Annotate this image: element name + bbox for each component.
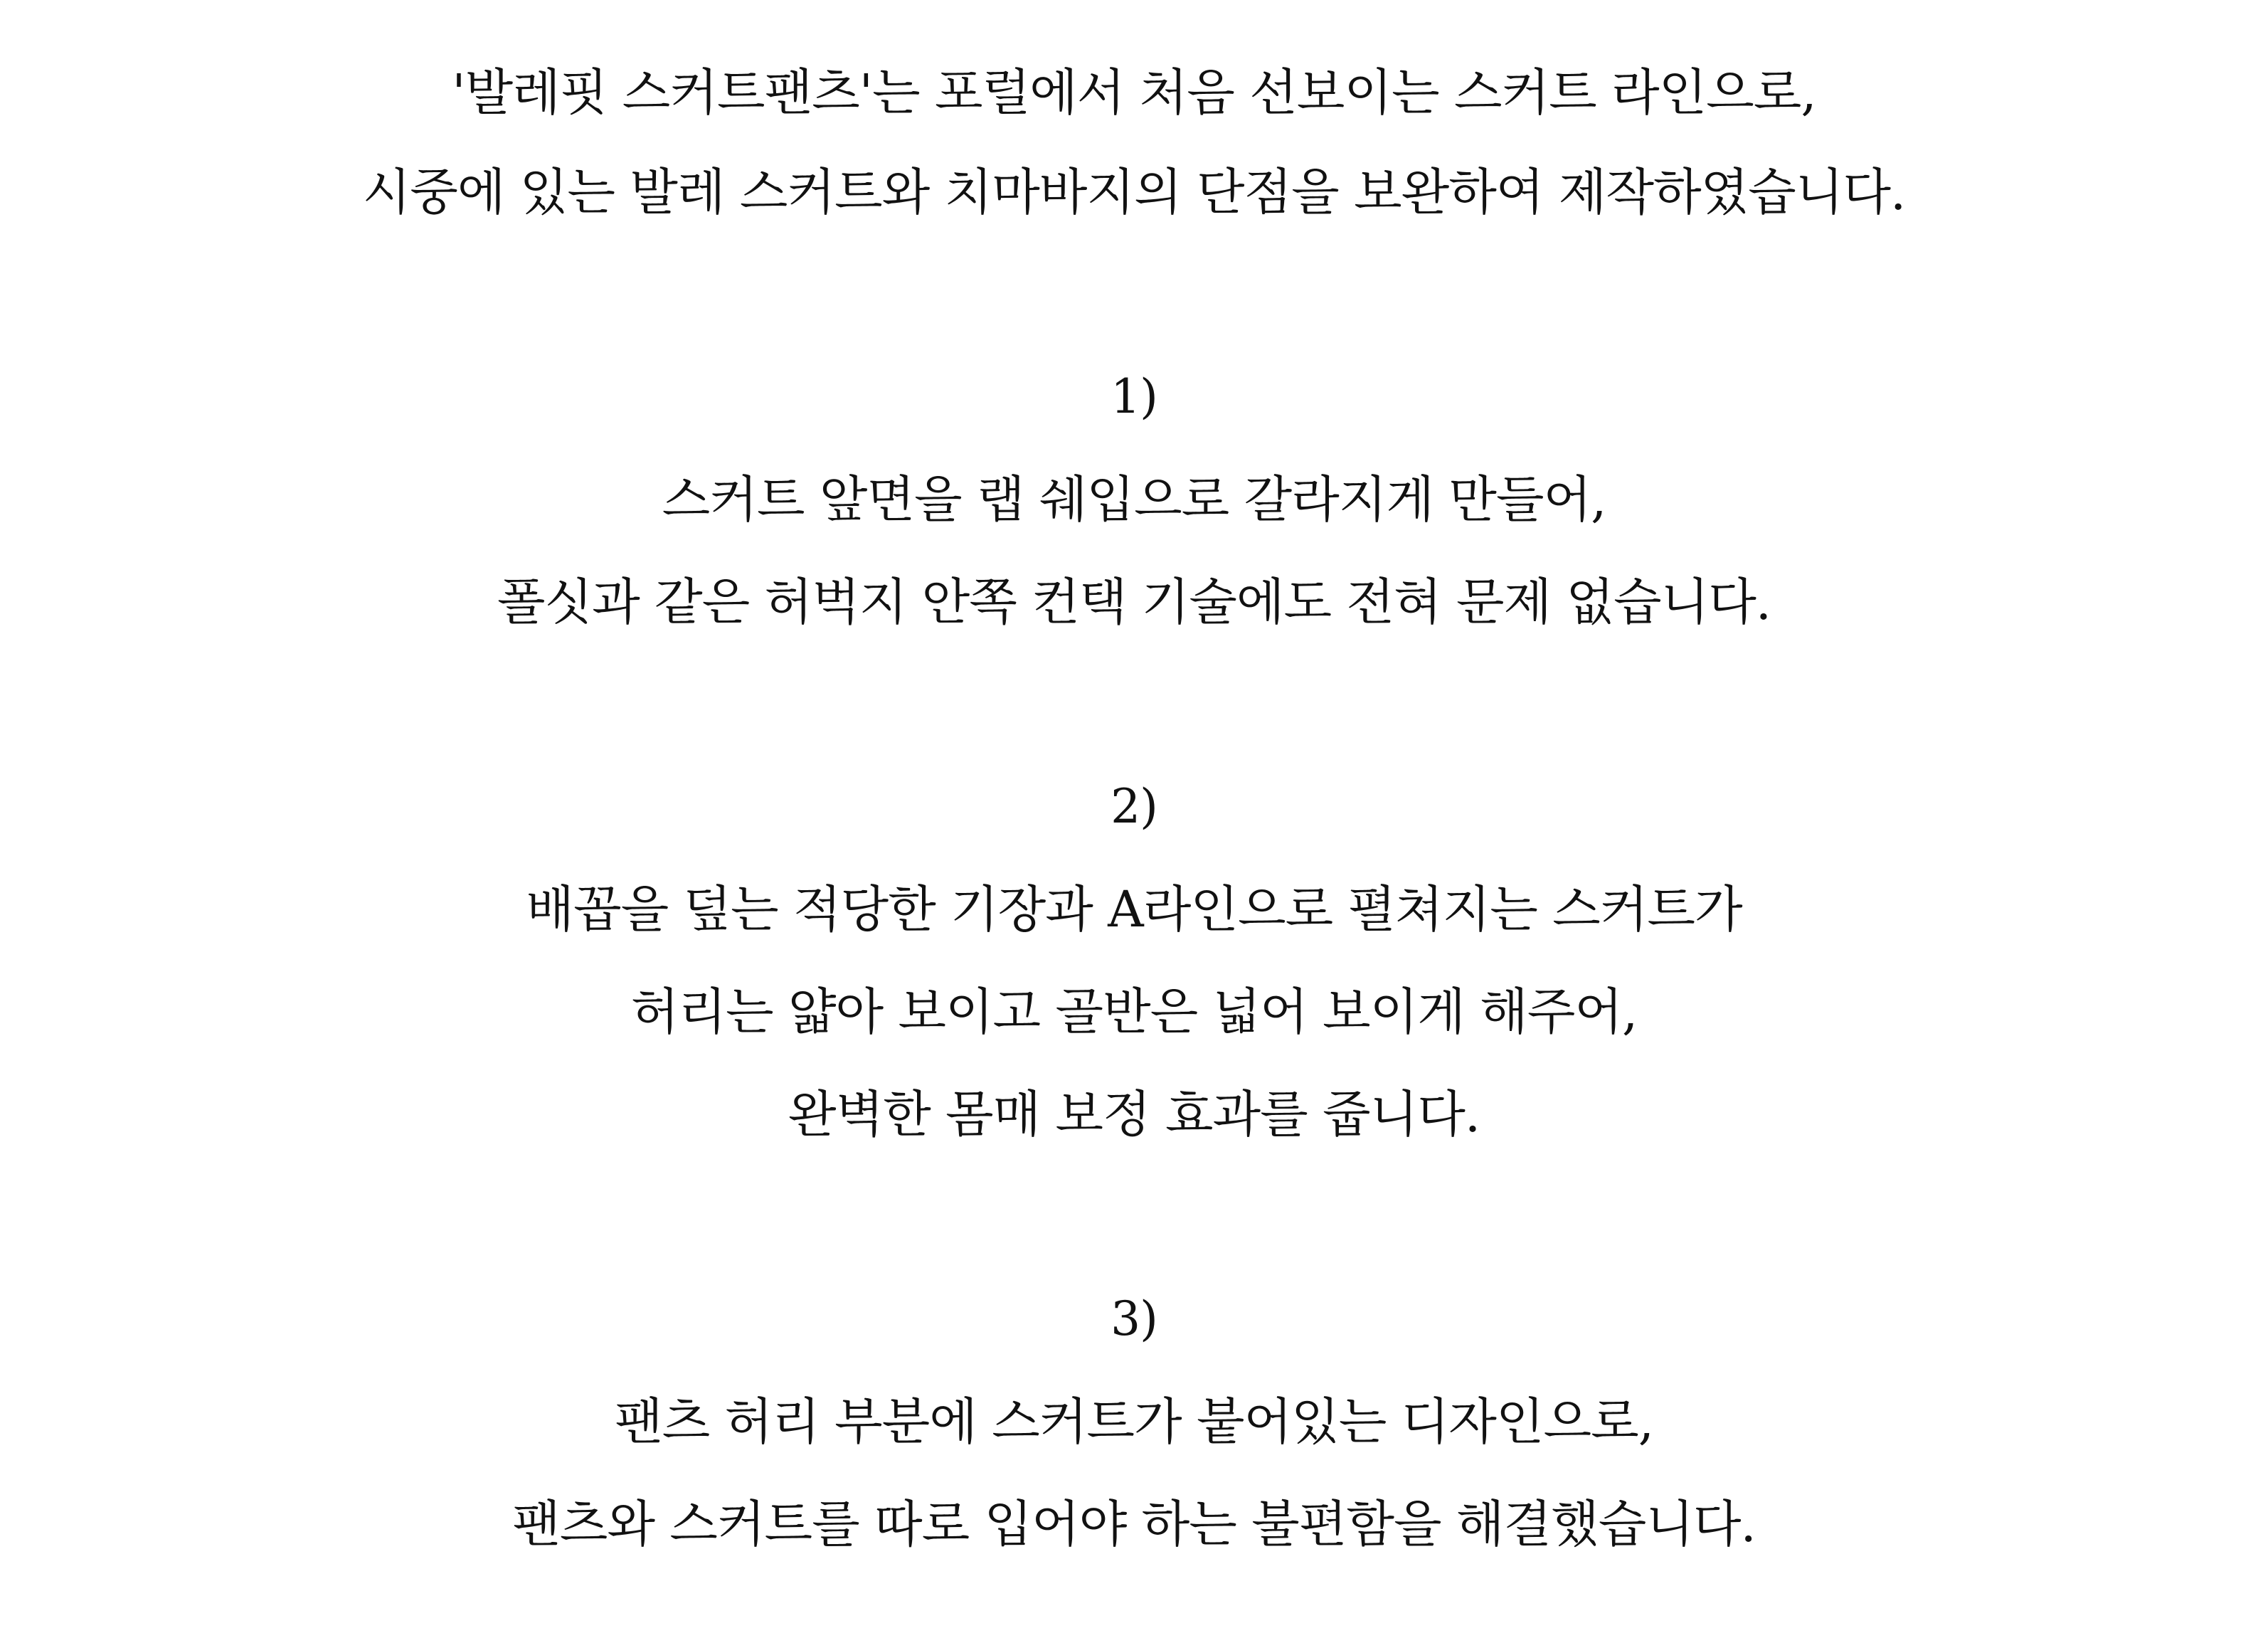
section-line: 배꼽을 덮는 적당한 기장과 A라인으로 펼쳐지는 스커트가 [526, 880, 1742, 939]
section-line: 폴싯과 같은 허벅지 안쪽 컨택 기술에도 전혀 문제 없습니다. [497, 573, 1771, 631]
intro-line: '발레핏 스커트팬츠'는 포럴에서 처음 선보이는 스커트 라인으로, [452, 63, 1816, 122]
section-line: 스커트 앞면을 랩 쉐입으로 갈라지게 만들어, [662, 470, 1606, 529]
section-line: 허리는 얇아 보이고 골반은 넓어 보이게 해주어, [630, 983, 1638, 1041]
section-number: 1) [1111, 369, 1157, 424]
section-number: 2) [1111, 779, 1157, 834]
intro-line: 시중에 있는 발레 스커트와 치마바지의 단점을 보완하여 제작하였습니다. [362, 163, 1906, 221]
section-line: 완벽한 몸매 보정 효과를 줍니다. [788, 1085, 1480, 1143]
section-line: 팬츠 허리 부분에 스커트가 붙어있는 디자인으로, [615, 1392, 1653, 1451]
section-number: 3) [1111, 1291, 1157, 1346]
section-line: 팬츠와 스커트를 따로 입어야 하는 불편함을 해결했습니다. [512, 1495, 1756, 1553]
